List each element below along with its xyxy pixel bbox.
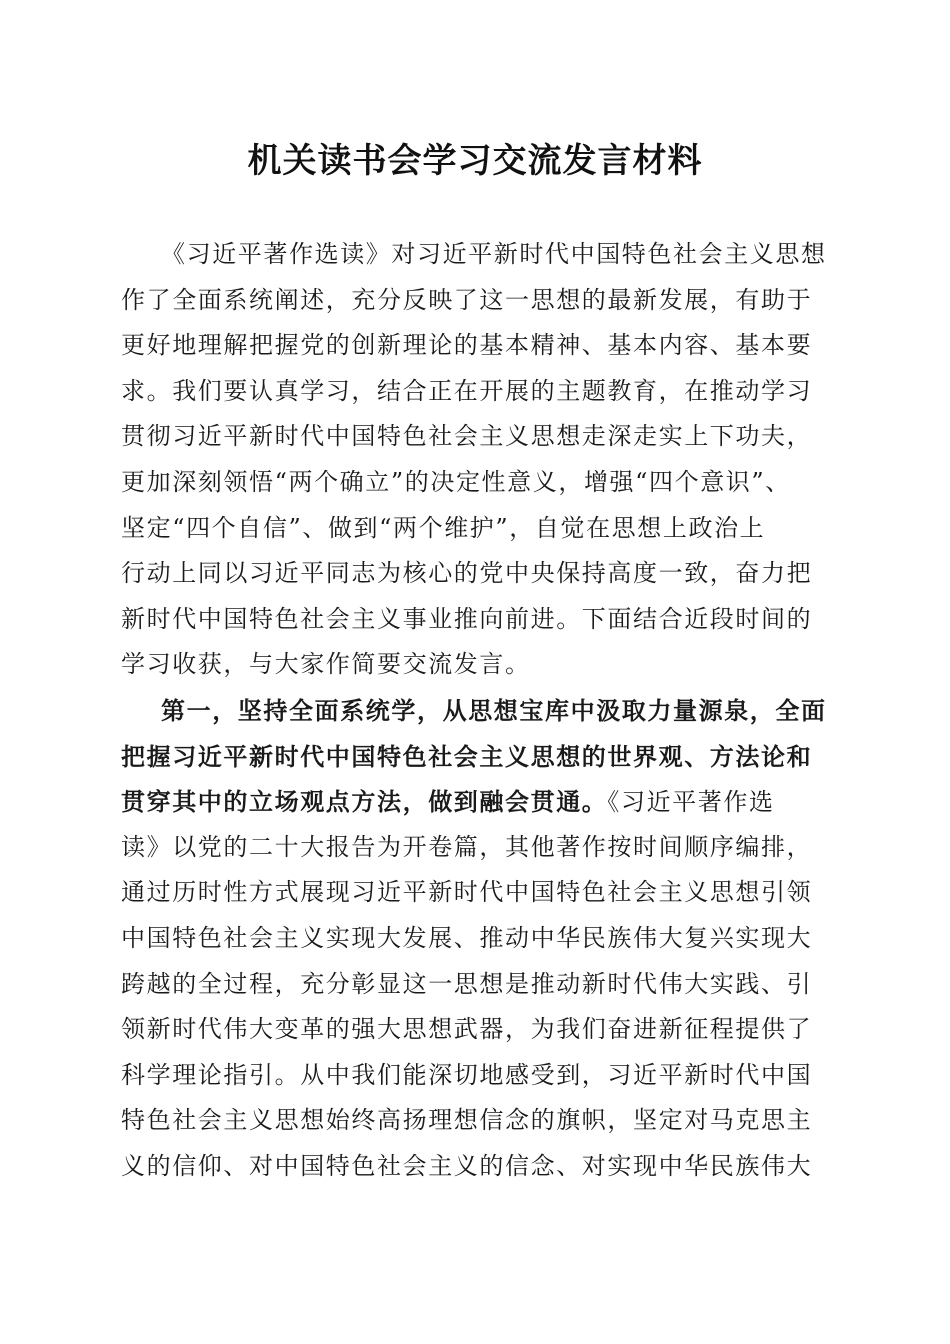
text-line: 求。我们要认真学习，结合正在开展的主题教育，在推动学习	[121, 376, 813, 405]
text-line: 贯彻习近平新时代中国特色社会主义思想走深走实上下功夫，	[121, 422, 813, 451]
text-line: 特色社会主义思想始终高扬理想信念的旗帜，坚定对马克思主	[121, 1106, 813, 1135]
text-line: 读》以党的二十大报告为开卷篇，其他著作按时间顺序编排，	[121, 832, 813, 861]
text-line: 行动上同以习近平同志为核心的党中央保持高度一致，奋力把	[121, 559, 813, 588]
bold-text-line: 第一，坚持全面系统学，从思想宝库中汲取力量源泉，全面	[161, 695, 827, 725]
paragraph-1	[121, 232, 833, 688]
document-body	[121, 232, 833, 1189]
text-line: 坚定“四个自信”、做到“两个维护”，自觉在思想上政治上	[121, 513, 766, 542]
text-line: 领新时代伟大变革的强大思想武器，为我们奋进新征程提供了	[121, 1015, 813, 1044]
text-line: 中国特色社会主义实现大发展、推动中华民族伟大复兴实现大	[121, 923, 813, 952]
text-line: 更加深刻领悟“两个确立”的决定性意义，增强“四个意识”、	[121, 467, 791, 496]
text-line: 通过历时性方式展现习近平新时代中国特色社会主义思想引领	[121, 878, 813, 907]
text-line: 学习收获，与大家作简要交流发言。	[121, 650, 531, 679]
paragraph-2	[121, 688, 833, 1190]
bold-text-line: 把握习近平新时代中国特色社会主义思想的世界观、方法论和	[121, 741, 813, 771]
mixed-text-line	[121, 779, 833, 825]
text-line: 新时代中国特色社会主义事业推向前进。下面结合近段时间的	[121, 604, 813, 633]
text-line: 科学理论指引。从中我们能深切地感受到，习近平新时代中国	[121, 1060, 813, 1089]
document-title: 机关读书会学习交流发言材料	[247, 141, 703, 181]
text-line: 《习近平著作选读》对习近平新时代中国特色社会主义思想	[161, 240, 827, 268]
text-line: 作了全面系统阐述，充分反映了这一思想的最新发展，有助于	[121, 285, 813, 314]
bold-text-segment: 贯穿其中的立场观点方法，做到融会贯通。	[121, 787, 608, 817]
text-line: 义的信仰、对中国特色社会主义的信念、对实现中华民族伟大	[121, 1151, 813, 1180]
text-line: 更好地理解把握党的创新理论的基本精神、基本内容、基本要	[121, 331, 813, 360]
text-line: 跨越的全过程，充分彰显这一思想是推动新时代伟大实践、引	[121, 969, 813, 998]
text-segment: 《习近平著作选	[607, 788, 775, 817]
